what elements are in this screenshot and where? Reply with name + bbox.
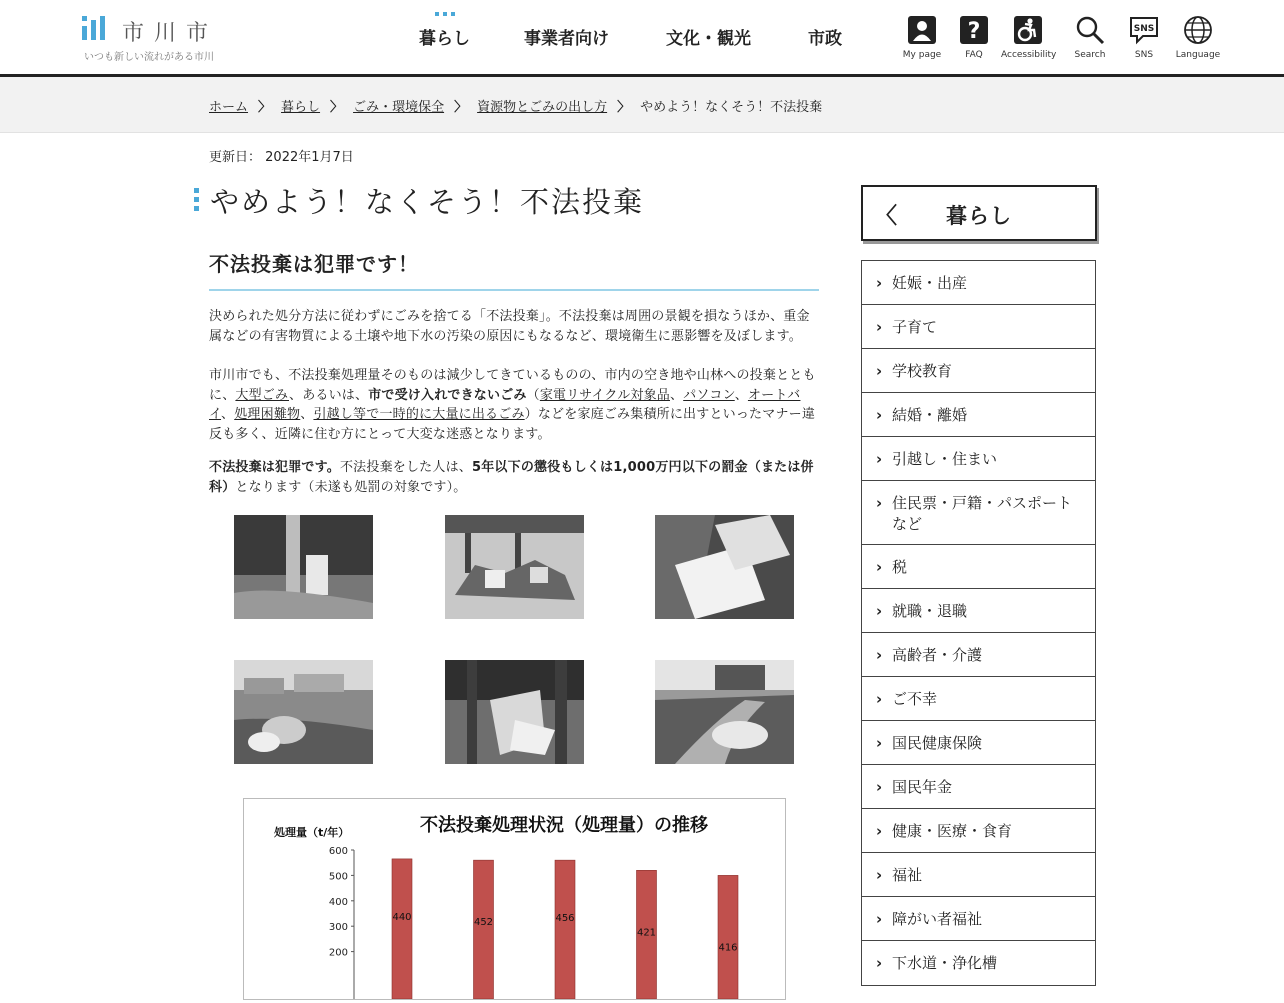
dumping-photo	[234, 515, 373, 619]
chart-y-tick-label: 200	[328, 947, 348, 959]
sidebar-item-label: 高齢者・介護	[892, 646, 983, 664]
chart-y-tick-label: 600	[328, 846, 348, 857]
paragraph-ichikawa: 市川市でも、不法投棄処理量そのものは減少してきているものの、市内の空き地や山林への投棄とともに、大型ごみ、あるいは、市で受け入れできないごみ（家電リサイクル対象品、パソコン、オートバイ、処理困難物、引越し等で一時的に大量に出るごみ）などを家庭ごみ集積所に出すといったマナー違反も多く、近隣に住む方にとって大変な迷惑となります。	[209, 368, 816, 442]
sidebar-item[interactable]	[861, 480, 1096, 546]
breadcrumb-home[interactable]: ホーム	[209, 100, 249, 115]
dumping-photo	[445, 660, 584, 764]
dumping-photo	[655, 660, 794, 764]
chart-ylabel: 処理量（t/年）	[274, 826, 350, 839]
sidebar-item[interactable]	[861, 260, 1096, 306]
sidebar-item[interactable]	[861, 436, 1096, 482]
accessibility-button[interactable]: Accessibility	[1001, 12, 1055, 60]
mypage-icon	[907, 15, 937, 45]
chevron-right-icon: ›	[876, 362, 883, 380]
chevron-right-icon: ›	[876, 690, 883, 708]
breadcrumb-shigen[interactable]: 資源物とごみの出し方	[477, 100, 608, 115]
chevron-right-icon: ›	[876, 910, 883, 928]
breadcrumb-gomi[interactable]: ごみ・環境保全	[353, 100, 445, 115]
breadcrumb: ホーム 〉 暮らし 〉 ごみ・環境保全 〉 資源物とごみの出し方 〉 やめよう！なくそう！不法投棄	[0, 77, 1284, 133]
sidebar-item[interactable]	[861, 348, 1096, 394]
link-oogata-gomi[interactable]: 大型ごみ	[235, 387, 289, 403]
search-button[interactable]: Search	[1063, 12, 1117, 60]
faq-icon	[959, 15, 989, 45]
chevron-right-icon: ›	[876, 602, 883, 620]
globe-icon	[1183, 15, 1213, 45]
sidebar-item-label: 引越し・住まい	[892, 450, 998, 468]
sidebar-item-label: 下水道・浄化槽	[892, 954, 998, 972]
chevron-right-icon: ›	[876, 274, 883, 292]
chevron-right-icon: ›	[876, 866, 883, 884]
sidebar-item-label: 国民健康保険	[892, 734, 983, 752]
language-button[interactable]: Language	[1171, 12, 1225, 60]
dumping-photo	[655, 515, 794, 619]
chevron-left-icon: 〈	[875, 204, 898, 229]
breadcrumb-kurashi[interactable]: 暮らし	[281, 100, 321, 115]
sidebar-item-label: 福祉	[892, 866, 923, 884]
sidebar-item[interactable]	[861, 544, 1096, 590]
sidebar-item-label: 妊娠・出産	[892, 274, 968, 292]
chart-y-tick-label: 400	[328, 896, 348, 908]
sidebar-item[interactable]	[861, 764, 1096, 810]
chart-data-label: 421	[636, 927, 657, 939]
chevron-right-icon: ›	[876, 558, 883, 576]
chevron-right-icon: ›	[876, 318, 883, 336]
sidebar-heading[interactable]: 〈 暮らし	[861, 185, 1097, 241]
logo-tagline: いつも新しい流れがある市川	[84, 52, 214, 63]
dumping-chart	[243, 798, 786, 1000]
updated-date: 更新日： 2022年1月7日	[209, 150, 354, 165]
nav-kurashi[interactable]: 暮らし	[419, 24, 470, 49]
chart-y-tick-label: 500	[328, 871, 348, 883]
site-header	[0, 0, 1284, 77]
title-mark-icon	[194, 188, 199, 214]
chevron-right-icon: ›	[876, 406, 883, 424]
chart-bar	[474, 860, 494, 999]
faq-button[interactable]: ? FAQ	[947, 12, 1001, 60]
chevron-right-icon: ›	[876, 822, 883, 840]
nav-business[interactable]: 事業者向け	[524, 29, 609, 49]
link-autobike[interactable]: オートバイ	[209, 387, 801, 422]
link-pasokon[interactable]: パソコン	[683, 387, 735, 403]
logo-mark-icon	[82, 16, 108, 40]
svg-text:SNS: SNS	[1133, 24, 1155, 34]
chevron-right-icon: ›	[876, 494, 883, 512]
chevron-right-icon: ›	[876, 450, 883, 468]
sidebar-item-label: 子育て	[892, 318, 938, 336]
page-title: やめよう！なくそう！不法投棄	[210, 185, 645, 219]
sidebar-item[interactable]	[861, 720, 1096, 766]
sidebar-item[interactable]	[861, 588, 1096, 634]
link-hikkoshi-gomi[interactable]: 引越し等で一時的に大量に出るごみ	[313, 407, 525, 422]
sidebar-item-label: 障がい者福祉	[892, 910, 983, 928]
logo-name: 市川市	[122, 21, 219, 46]
sns-icon	[1129, 15, 1159, 45]
accessibility-icon	[1013, 15, 1043, 45]
mypage-button[interactable]: My page	[895, 12, 949, 60]
site-logo[interactable]	[82, 12, 242, 64]
sidebar-item-label: 住民票・戸籍・パスポートなど	[892, 494, 1073, 533]
chart-y-tick-label: 300	[328, 922, 348, 934]
paragraph-penalty: 不法投棄は犯罪です。不法投棄をした人は、5年以下の懲役もしくは1,000万円以下の罰金（または併科）となります（未遂も処罰の対象です）。	[209, 460, 814, 495]
sidebar-item-label: 学校教育	[892, 362, 953, 380]
sidebar-item-label: ご不幸	[892, 690, 938, 708]
sidebar-item[interactable]	[861, 808, 1096, 854]
dumping-photo	[445, 515, 584, 619]
chevron-right-icon: ›	[876, 778, 883, 796]
chevron-right-icon: ›	[876, 954, 883, 972]
sidebar-item-label: 健康・医療・食育	[892, 822, 1013, 840]
sidebar-item[interactable]	[861, 940, 1096, 986]
sidebar-item-label: 就職・退職	[892, 602, 968, 620]
dumping-photo	[234, 660, 373, 764]
chart-data-label: 416	[718, 942, 738, 954]
dumping-chart-svg	[244, 799, 785, 999]
section-heading: 不法投棄は犯罪です！	[209, 248, 819, 291]
chart-bar	[555, 860, 575, 999]
chart-bar	[718, 875, 738, 999]
sidebar-item[interactable]	[861, 852, 1096, 898]
sidebar-item[interactable]	[861, 632, 1096, 678]
paragraph-intro: 決められた処分方法に従わずにごみを捨てる「不法投棄」。不法投棄は周囲の景観を損なうほか、重金属などの有害物質による土壌や地下水の汚染の原因にもなるなど、環境衛生に悪影響を及ぼします。	[209, 309, 810, 344]
sidebar-item-label: 国民年金	[892, 778, 953, 796]
sidebar-item-label: 結婚・離婚	[892, 406, 968, 424]
chart-data-label: 452	[473, 917, 494, 929]
sidebar-item[interactable]	[861, 392, 1096, 438]
sidebar-item[interactable]	[861, 676, 1096, 722]
link-kaden-recycle[interactable]: 家電リサイクル対象品	[539, 387, 670, 403]
search-icon	[1075, 15, 1105, 45]
svg-text:?: ?	[967, 19, 981, 44]
chevron-right-icon: ›	[876, 646, 883, 664]
chart-data-label: 456	[555, 913, 575, 925]
chart-data-label: 440	[392, 911, 412, 923]
sidebar-item[interactable]	[861, 304, 1096, 350]
link-shori-konnan[interactable]: 処理困難物	[234, 407, 301, 422]
chart-title: 不法投棄処理状況（処理量）の推移	[420, 815, 708, 836]
sidebar-item[interactable]	[861, 896, 1096, 942]
chevron-right-icon: ›	[876, 734, 883, 752]
nav-culture-tourism[interactable]: 文化・観光	[666, 29, 751, 49]
sidebar-item-label: 税	[892, 558, 908, 576]
sns-button[interactable]: SNS SNS	[1117, 12, 1171, 60]
breadcrumb-current: やめよう！なくそう！不法投棄	[640, 100, 823, 115]
nav-city-admin[interactable]: 市政	[808, 29, 842, 49]
chart-bar	[392, 859, 412, 999]
